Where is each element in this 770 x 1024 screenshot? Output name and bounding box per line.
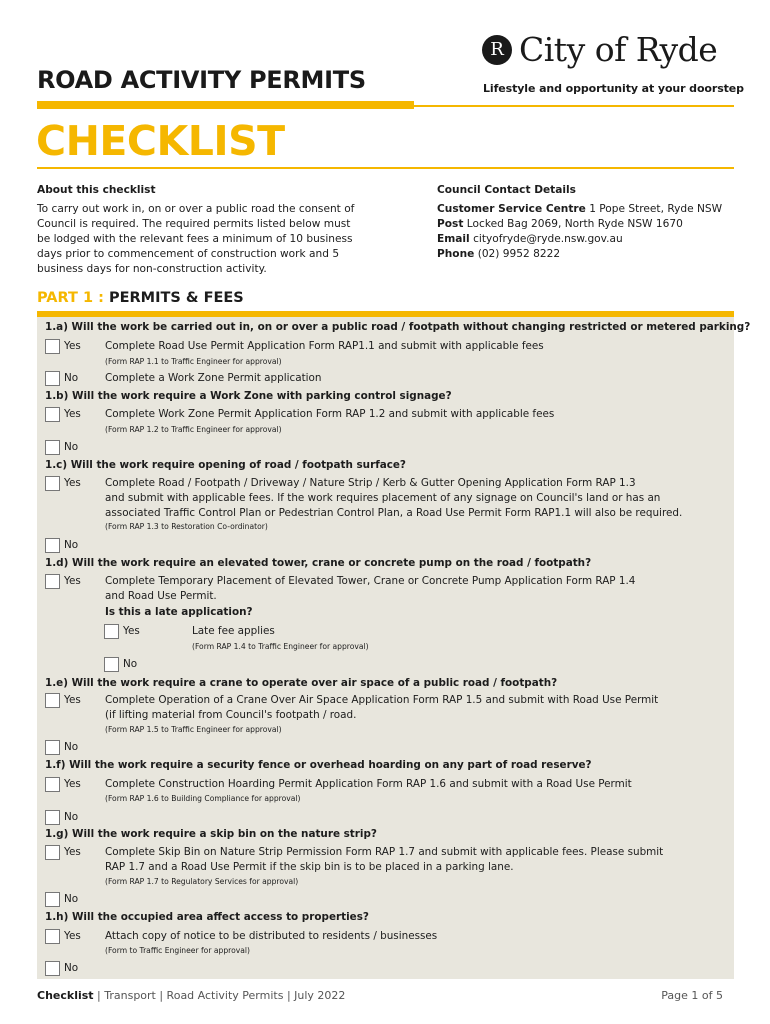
city-logo: [482, 30, 717, 69]
q1a-yes-option[interactable]: [45, 339, 81, 354]
question-1d: 1.d) Will the work require an elevated tower, crane or concrete pump on the road / footpath?: [45, 557, 592, 569]
q1g-yes-option[interactable]: [45, 845, 81, 860]
q1f-yes-text: Complete Construction Hoarding Permit Application Form RAP 1.6 and submit with a Road Use Permit: [105, 778, 632, 790]
q1h-note: (Form to Traffic Engineer for approval): [105, 946, 250, 955]
q1c-note: (Form RAP 1.3 to Restoration Co-ordinator): [105, 522, 268, 531]
q1b-note: (Form RAP 1.2 to Traffic Engineer for approval): [105, 425, 282, 434]
footer-lead: Checklist: [37, 989, 94, 1002]
q1b-yes-text: Complete Work Zone Permit Application Form RAP 1.2 and submit with applicable fees: [105, 408, 555, 420]
checklist-rule: [37, 167, 734, 169]
part-heading: [37, 290, 244, 306]
question-1h: 1.h) Will the occupied area affect access to properties?: [45, 911, 369, 923]
contact-post: [437, 217, 737, 232]
tagline: Lifestyle and opportunity at your doorstep: [483, 82, 744, 95]
q1d-yes-line: Complete Temporary Placement of Elevated Tower, Crane or Concrete Pump Application Form RAP 1.4: [105, 575, 636, 587]
contact-centre-label: Customer Service Centre: [437, 203, 586, 215]
checkbox[interactable]: [45, 845, 60, 860]
q1g-yes-line: RAP 1.7 and a Road Use Permit if the skip bin is to be placed in a parking lane.: [105, 861, 514, 873]
q1f-yes-option[interactable]: [45, 777, 81, 792]
checkbox[interactable]: [45, 961, 60, 976]
q1c-yes-line: associated Traffic Control Plan or Pedestrian Control Plan, a Road Use Permit Form RAP1.1 will also be required.: [105, 507, 683, 519]
q1e-note: (Form RAP 1.5 to Traffic Engineer for approval): [105, 725, 282, 734]
late-yes-option[interactable]: [104, 624, 140, 639]
contact-heading: Council Contact Details: [437, 184, 576, 196]
checkbox[interactable]: [45, 777, 60, 792]
checkbox[interactable]: [45, 407, 60, 422]
q1c-yes-line: and submit with applicable fees. If the work requires placement of any signage on Council's land or has an: [105, 492, 661, 504]
question-1g: 1.g) Will the work require a skip bin on the nature strip?: [45, 828, 377, 840]
yes-label: Yes: [64, 778, 81, 790]
contact-email: [437, 232, 737, 247]
yes-label: Yes: [64, 694, 81, 706]
logo-text: City of Ryde: [519, 30, 718, 69]
question-1a: 1.a) Will the work be carried out in, on or over a public road / footpath without changing restricted or metered parking?: [45, 321, 751, 333]
part-number: PART 1 :: [37, 290, 104, 306]
q1d-note: (Form RAP 1.4 to Traffic Engineer for approval): [192, 642, 369, 651]
checkbox[interactable]: [104, 657, 119, 672]
late-no-option[interactable]: [104, 657, 137, 672]
q1g-note: (Form RAP 1.7 to Regulatory Services for approval): [105, 877, 299, 886]
contact-phone-value: (02) 9952 8222: [477, 248, 561, 260]
title-rule-thin: [414, 105, 734, 107]
question-1c: 1.c) Will the work require opening of road / footpath surface?: [45, 459, 406, 471]
document-title: ROAD ACTIVITY PERMITS: [37, 66, 366, 94]
question-1f: 1.f) Will the work require a security fence or overhead hoarding on any part of road reserve?: [45, 759, 592, 771]
contact-email-value[interactable]: cityofryde@ryde.nsw.gov.au: [473, 233, 623, 245]
question-1b: 1.b) Will the work require a Work Zone with parking control signage?: [45, 390, 452, 402]
q1e-yes-line: (if lifting material from Council's footpath / road.: [105, 709, 357, 721]
contact-post-value: Locked Bag 2069, North Ryde NSW 1670: [466, 218, 683, 230]
title-rule: [37, 101, 414, 109]
checklist-heading: CHECKLIST: [36, 117, 285, 165]
late-application-question: Is this a late application?: [105, 606, 253, 618]
checkbox[interactable]: [45, 810, 60, 825]
no-label: No: [64, 893, 79, 905]
about-line: days prior to commencement of construction work and 5: [37, 248, 340, 260]
contact-phone: [437, 247, 737, 262]
contact-centre-value: 1 Pope Street, Ryde NSW: [589, 203, 723, 215]
checkbox[interactable]: [45, 693, 60, 708]
q1a-no-text: Complete a Work Zone Permit application: [105, 372, 322, 384]
q1a-no-option[interactable]: [45, 371, 78, 386]
yes-label: Yes: [64, 340, 81, 352]
checkbox[interactable]: [45, 892, 60, 907]
about-heading: About this checklist: [37, 184, 156, 196]
contact-post-label: Post: [437, 218, 464, 230]
checkbox[interactable]: [45, 574, 60, 589]
q1h-yes-option[interactable]: [45, 929, 81, 944]
q1b-no-option[interactable]: [45, 440, 78, 455]
q1h-no-option[interactable]: [45, 961, 78, 976]
about-line: be lodged with the relevant fees a minimum of 10 business: [37, 233, 353, 245]
q1d-yes-line: and Road Use Permit.: [105, 590, 217, 602]
no-label: No: [64, 741, 79, 753]
part-title: PERMITS & FEES: [108, 290, 244, 306]
yes-label: Yes: [123, 625, 140, 637]
q1g-no-option[interactable]: [45, 892, 78, 907]
q1f-note: (Form RAP 1.6 to Building Compliance for approval): [105, 794, 301, 803]
q1c-yes-option[interactable]: [45, 476, 81, 491]
checkbox[interactable]: [45, 371, 60, 386]
no-label: No: [64, 811, 79, 823]
checkbox[interactable]: [45, 339, 60, 354]
logo-mark: R: [482, 35, 512, 65]
checkbox[interactable]: [45, 476, 60, 491]
checkbox[interactable]: [45, 929, 60, 944]
q1a-note: (Form RAP 1.1 to Traffic Engineer for approval): [105, 357, 282, 366]
q1c-yes-line: Complete Road / Footpath / Driveway / Nature Strip / Kerb & Gutter Opening Application Form RAP 1.3: [105, 477, 636, 489]
footer-text: [37, 989, 345, 1002]
late-yes-text: Late fee applies: [192, 625, 275, 637]
about-line: Council is required. The required permits listed below must: [37, 218, 351, 230]
question-1e: 1.e) Will the work require a crane to operate over air space of a public road / footpath?: [45, 677, 558, 689]
q1c-no-option[interactable]: [45, 538, 78, 553]
contact-section: [437, 183, 737, 262]
q1h-yes-text: Attach copy of notice to be distributed to residents / businesses: [105, 930, 438, 942]
yes-label: Yes: [64, 477, 81, 489]
page-number: Page 1 of 5: [661, 989, 723, 1002]
q1b-yes-option[interactable]: [45, 407, 81, 422]
q1e-yes-option[interactable]: [45, 693, 81, 708]
q1f-no-option[interactable]: [45, 810, 78, 825]
no-label: No: [64, 962, 79, 974]
about-line: To carry out work in, on or over a public road the consent of: [37, 203, 355, 215]
checkbox[interactable]: [45, 440, 60, 455]
q1g-yes-line: Complete Skip Bin on Nature Strip Permission Form RAP 1.7 and submit with applicable fees. Please submit: [105, 846, 664, 858]
q1e-yes-line: Complete Operation of a Crane Over Air Space Application Form RAP 1.5 and submit with Road Use Permit: [105, 694, 659, 706]
contact-centre: [437, 202, 737, 217]
no-label: No: [64, 539, 79, 551]
no-label: No: [64, 372, 79, 384]
q1a-yes-text: Complete Road Use Permit Application Form RAP1.1 and submit with applicable fees: [105, 340, 544, 352]
about-line: business days for non-construction activity.: [37, 263, 267, 275]
checkbox[interactable]: [45, 740, 60, 755]
checkbox[interactable]: [45, 538, 60, 553]
contact-phone-label: Phone: [437, 248, 475, 260]
about-section: [37, 183, 382, 277]
footer-rest: | Transport | Road Activity Permits | July 2022: [93, 989, 346, 1002]
no-label: No: [64, 441, 79, 453]
yes-label: Yes: [64, 575, 81, 587]
contact-email-label: Email: [437, 233, 470, 245]
yes-label: Yes: [64, 408, 81, 420]
q1e-no-option[interactable]: [45, 740, 78, 755]
yes-label: Yes: [64, 846, 81, 858]
no-label: No: [123, 658, 138, 670]
q1d-yes-option[interactable]: [45, 574, 81, 589]
checkbox[interactable]: [104, 624, 119, 639]
yes-label: Yes: [64, 930, 81, 942]
